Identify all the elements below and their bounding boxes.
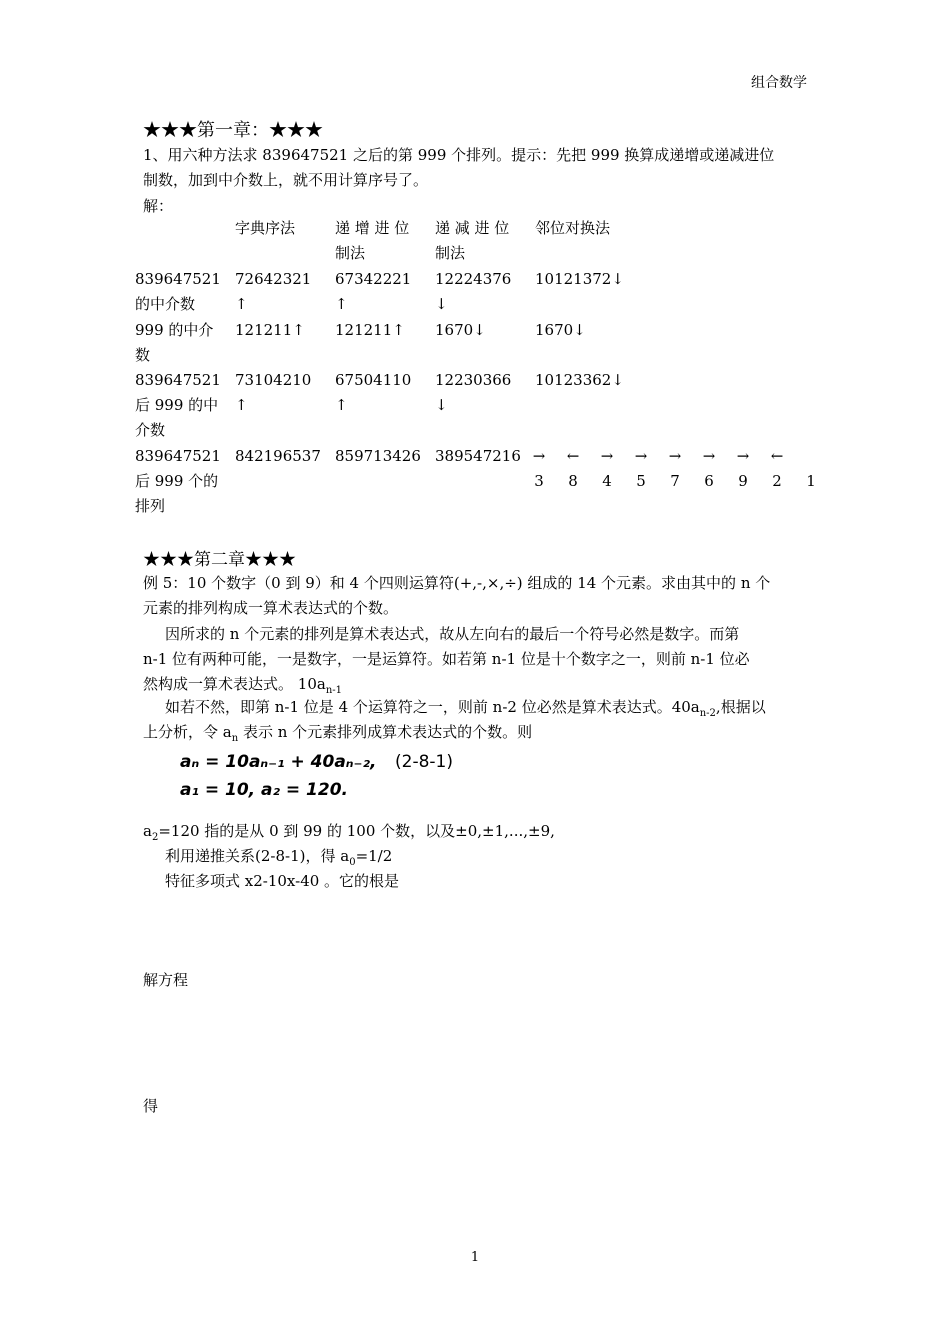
- header-lexicographic: 字典序法: [235, 219, 296, 237]
- result-label: 得: [143, 1097, 159, 1115]
- direction-arrow: →: [634, 447, 648, 465]
- solution-label: 解：: [143, 197, 174, 215]
- row1-c3: 12224376: [435, 270, 512, 288]
- row3-label-a: 839647521: [135, 371, 221, 389]
- perm-digit: 9: [738, 472, 748, 490]
- direction-arrow: ←: [566, 447, 580, 465]
- p2-text-b: ,根据以: [715, 698, 766, 716]
- p1-text: 然构成一算术表达式。 10a: [143, 675, 326, 693]
- header-decreasing-b: 制法: [435, 244, 466, 262]
- header-adjacent-swap: 邻位对换法: [535, 219, 611, 237]
- perm-digit: 8: [568, 472, 578, 490]
- p2l2-text-b: 表示 n 个元素排列成算术表达式的个数。则: [238, 723, 533, 741]
- initial-conditions-formula: [180, 780, 348, 800]
- a2-subscript: 2: [151, 832, 159, 843]
- row3-c1: 73104210: [235, 371, 312, 389]
- direction-arrow: →: [532, 447, 546, 465]
- header-decreasing-a: 递 减 进 位: [435, 219, 510, 237]
- p2l2-subscript: n: [231, 733, 239, 744]
- row2-c2: 121211↑: [335, 321, 405, 339]
- perm-digit: 1: [806, 472, 816, 490]
- recurrence-result: [165, 845, 392, 868]
- chapter-1-title: ★★★第一章：★★★: [143, 120, 323, 141]
- rec-text-a: 利用递推关系(2-8-1)，得 a: [165, 847, 350, 865]
- chapter-2-title: ★★★第二章★★★: [143, 550, 296, 570]
- row4-label-c: 排列: [135, 497, 166, 515]
- perm-digit: 5: [636, 472, 646, 490]
- row2-c4: 1670↓: [535, 321, 586, 339]
- p1-subscript: n-1: [325, 685, 342, 696]
- a2-text-a: a: [143, 822, 152, 840]
- row3-c2: 67504110: [335, 371, 412, 389]
- row4-label-a: 839647521: [135, 447, 221, 465]
- direction-arrow: →: [736, 447, 750, 465]
- solve-equation-label: 解方程: [143, 971, 189, 989]
- perm-digit: 2: [772, 472, 782, 490]
- row1-c2-arrow: ↑: [335, 295, 348, 313]
- formula-recurrence: aₙ = 10aₙ₋₁ + 40aₙ₋₂,: [180, 752, 377, 772]
- recurrence-formula: [180, 752, 453, 772]
- row3-c1-arrow: ↑: [235, 396, 248, 414]
- row1-c1: 72642321: [235, 270, 312, 288]
- perm-digit: 4: [602, 472, 612, 490]
- row1-label-b: 的中介数: [135, 295, 196, 313]
- row3-c4: 10123362↓: [535, 371, 624, 389]
- formula-tag: (2-8-1): [395, 752, 453, 772]
- page-number: 1: [470, 1250, 480, 1265]
- example-line-2: 元素的排列构成一算术表达式的个数。: [143, 599, 399, 617]
- p2-subscript: n-2: [699, 708, 716, 719]
- row1-label-a: 839647521: [135, 270, 221, 288]
- row2-c3: 1670↓: [435, 321, 486, 339]
- question-line-2: 制数，加到中介数上，就不用计算序号了。: [143, 171, 429, 189]
- header-increasing-a: 递 增 进 位: [335, 219, 410, 237]
- formula-initial: a₁ = 10, a₂ = 120.: [180, 780, 348, 800]
- row1-c4: 10121372↓: [535, 270, 624, 288]
- header-increasing-b: 制法: [335, 244, 366, 262]
- direction-arrow: ←: [770, 447, 784, 465]
- paragraph-1-line-1: 因所求的 n 个元素的排列是算术表达式，故从左向右的最后一个符号必然是数字。而第: [165, 625, 740, 643]
- row1-c3-arrow: ↓: [435, 295, 448, 313]
- rec-text-b: =1/2: [355, 847, 393, 865]
- a2-text-b: =120 指的是从 0 到 99 的 100 个数，以及±0,±1,...,±9,: [158, 822, 555, 840]
- row4-c2: 859713426: [335, 447, 421, 465]
- paragraph-1-line-3: [143, 673, 342, 696]
- row3-label-c: 介数: [135, 421, 166, 439]
- running-header: 组合数学: [751, 75, 807, 91]
- row3-c2-arrow: ↑: [335, 396, 348, 414]
- row3-c3: 12230366: [435, 371, 512, 389]
- row1-c2: 67342221: [335, 270, 412, 288]
- rec-subscript: 0: [349, 857, 356, 868]
- row2-label-b: 数: [135, 346, 151, 364]
- row2-label-a: 999 的中介: [135, 321, 214, 339]
- characteristic-polynomial: 特征多项式 x2-10x-40 。它的根是: [165, 872, 400, 890]
- paragraph-2-line-1: [165, 696, 766, 719]
- row2-c1: 121211↑: [235, 321, 305, 339]
- example-line-1: 例 5：10 个数字（0 到 9）和 4 个四则运算符(+,-,×,÷) 组成的 14 个元素。求由其中的 n 个: [143, 574, 771, 592]
- perm-digit: 6: [704, 472, 714, 490]
- direction-arrow: →: [702, 447, 716, 465]
- row4-c1: 842196537: [235, 447, 321, 465]
- direction-arrow: →: [668, 447, 682, 465]
- row1-c1-arrow: ↑: [235, 295, 248, 313]
- row4-label-b: 后 999 个的: [135, 472, 219, 490]
- paragraph-2-line-2: [143, 721, 532, 744]
- p2-text-a: 如若不然，即第 n-1 位是 4 个运算符之一，则前 n-2 位必然是算术表达式。40a: [165, 698, 700, 716]
- row4-c3: 389547216: [435, 447, 521, 465]
- row3-label-b: 后 999 的中: [135, 396, 219, 414]
- question-line-1: 1、用六种方法求 839647521 之后的第 999 个排列。提示：先把 999 换算成递增或递减进位: [143, 146, 775, 164]
- direction-arrow: →: [600, 447, 614, 465]
- paragraph-1-line-2: n-1 位有两种可能，一是数字，一是运算符。如若第 n-1 位是十个数字之一，则前 n-1 位必: [143, 650, 750, 668]
- perm-digit: 7: [670, 472, 680, 490]
- perm-digit: 3: [534, 472, 544, 490]
- row3-c3-arrow: ↓: [435, 396, 448, 414]
- p2l2-text-a: 上分析，令 a: [143, 723, 232, 741]
- a2-explanation: [143, 820, 555, 843]
